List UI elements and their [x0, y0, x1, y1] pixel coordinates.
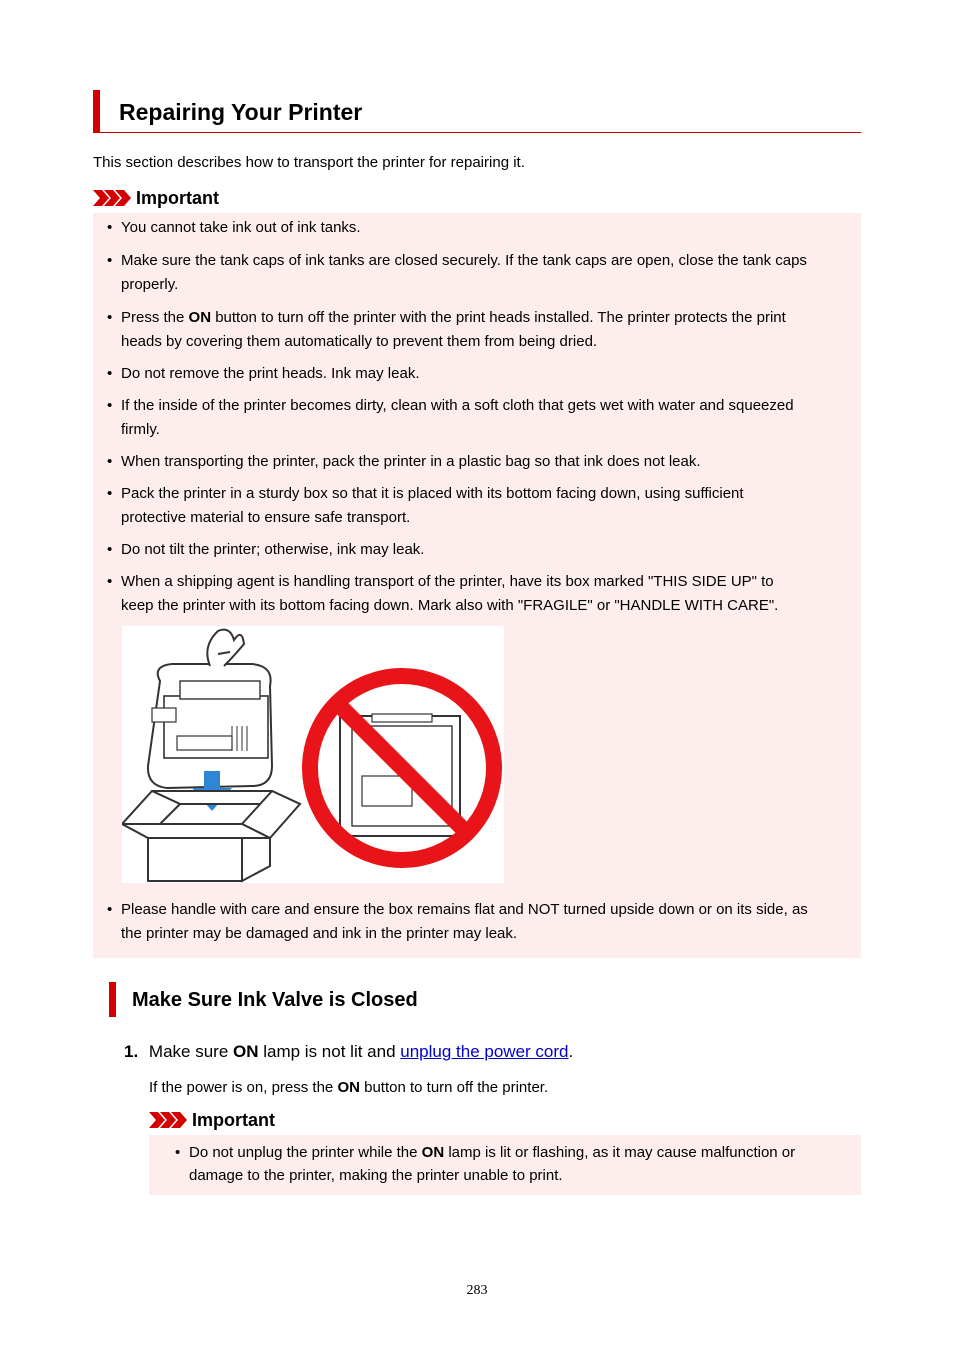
important-note-box: • You cannot take ink out of ink tanks. • Make sure the tank caps of ink tanks are closed securely. If the tank caps are open, close the tank caps properly. • Press the ON button to turn off the printer with the print heads installed. The printer protects the print heads by covering them automatically to prevent them from being dried. • Do not remove the print heads. Ink may leak. • If the inside of the printer becomes dirty, clean with a soft cloth that gets wet with water and squeezed firmly. • When transporting the printer, pack the printer in a plastic bag so that ink does not leak. • Pack the printer in a sturdy box so that it is placed with its bottom facing down, using sufficient protective material to ensure safe transport. • Do not tilt the printer; otherwise, ink may leak. • When a shipping agent is handling transport of the printer, have its box marked "THIS SIDE UP" to keep the printer with its bottom facing down. Mark also with "FRAGILE" or "HANDLE WITH CARE". • Please handle with care and ensure the box remains flat and NOT turned upside down or on its side, as the printer may be damaged and ink in the printer may leak. — [93, 213, 861, 958]
important-label: Important — [192, 1110, 275, 1130]
section-heading — [109, 982, 609, 1017]
step-1-detail: If the power is on, press the ON button to turn off the printer. — [149, 1079, 549, 1096]
important-arrows-icon — [149, 1111, 189, 1129]
title-accent-bar — [93, 90, 100, 133]
page-number: 283 — [466, 1283, 488, 1298]
unplug-power-cord-link[interactable]: unplug the power cord — [400, 1042, 569, 1061]
important-heading — [93, 188, 293, 212]
important-label: Important — [136, 188, 219, 208]
important-note-box: • Do not unplug the printer while the ON lamp is lit or flashing, as it may cause malfunction or damage to the printer, making the printer unable to print. — [149, 1135, 861, 1195]
section-accent-bar — [109, 982, 116, 1017]
important-arrows-icon — [93, 189, 133, 207]
transport-illustration — [122, 626, 504, 883]
printer-packing-illustration — [122, 626, 504, 883]
intro-text: This section describes how to transport the printer for repairing it. — [93, 154, 525, 171]
page-title: Repairing Your Printer — [119, 99, 363, 125]
step-number: 1. — [124, 1042, 139, 1061]
section-title: Make Sure Ink Valve is Closed — [132, 989, 418, 1011]
important-heading — [149, 1110, 349, 1134]
page-title-block — [93, 90, 861, 133]
step-1: 1. Make sure ON lamp is not lit and unplug the power cord. — [124, 1042, 574, 1061]
